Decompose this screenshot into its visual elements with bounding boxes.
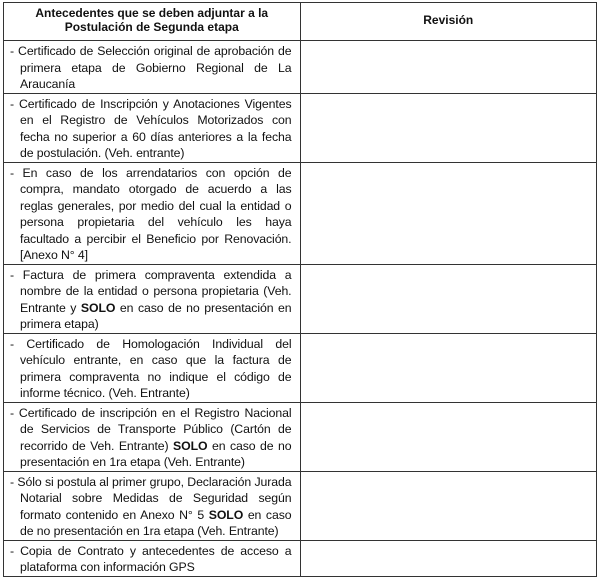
revision-cell[interactable] <box>300 162 597 264</box>
header-revision: Revisión <box>300 3 597 41</box>
bold-text: SOLO <box>80 300 116 315</box>
text: - En caso de los arrendatarios con opción de compra, mandato otorgado de acuerdo a las reglas generales, por medio del cual la entidad o persona propietaria del vehículo les haya facultado a percibir el Beneficio por Renovación. [Anexo N° 4] <box>10 165 292 262</box>
revision-cell[interactable] <box>300 333 597 402</box>
requirement-text <box>4 162 301 264</box>
table-row <box>4 93 597 162</box>
requirement-text <box>4 540 301 576</box>
table-row <box>4 162 597 264</box>
text: - Factura de primera compraventa extendida a nombre de la entidad o persona propietaria (Veh. Entrante y <box>10 267 292 315</box>
requirement-text <box>4 471 301 540</box>
revision-cell[interactable] <box>300 402 597 471</box>
revision-cell[interactable] <box>300 264 597 333</box>
text: - Certificado de Inscripción y Anotaciones Vigentes en el Registro de Vehículos Motorizados con fecha no superior a 60 días anteriores a la fecha de postulación. (Veh. entrante) <box>10 96 292 160</box>
text: - Sólo si postula al primer grupo, Declaración Jurada Notarial sobre Medidas de Seguridad según formato contenido en Anexo N° 5 <box>10 474 292 522</box>
requirement-text <box>4 402 301 471</box>
text: en caso de no presentación en primera etapa) <box>20 300 292 331</box>
text: - Copia de Contrato y antecedentes de acceso a plataforma con información GPS <box>10 543 292 574</box>
revision-cell[interactable] <box>300 471 597 540</box>
requirement-text <box>4 93 301 162</box>
table-row <box>4 402 597 471</box>
requirement-text <box>4 333 301 402</box>
requirements-table <box>3 2 597 577</box>
header-row <box>4 3 597 41</box>
requirement-text <box>4 264 301 333</box>
table-row <box>4 41 597 94</box>
revision-cell[interactable] <box>300 540 597 576</box>
requirement-text <box>4 41 301 94</box>
revision-cell[interactable] <box>300 41 597 94</box>
table-row <box>4 540 597 576</box>
text: - Certificado de Homologación Individual del vehículo entrante, en caso que la factura de primera compraventa no indique el código de informe técnico. (Veh. Entrante) <box>10 336 292 400</box>
text: en caso de no presentación en 1ra etapa (Veh. Entrante) <box>20 507 292 538</box>
text: en caso de no presentación en 1ra etapa (Veh. Entrante) <box>20 438 292 469</box>
text: - Certificado de Selección original de aprobación de primera etapa de Gobierno Regional de La Araucanía <box>10 44 292 91</box>
table-row <box>4 264 597 333</box>
text: - Certificado de inscripción en el Registro Nacional de Servicios de Transporte Público (Cartón de recorrido de Veh. Entrante) <box>10 405 292 453</box>
bold-text: SOLO <box>173 438 208 453</box>
bold-text: SOLO <box>208 507 244 522</box>
revision-cell[interactable] <box>300 93 597 162</box>
table-row <box>4 471 597 540</box>
header-antecedentes: Antecedentes que se deben adjuntar a la Postulación de Segunda etapa <box>4 3 301 41</box>
table-row <box>4 333 597 402</box>
